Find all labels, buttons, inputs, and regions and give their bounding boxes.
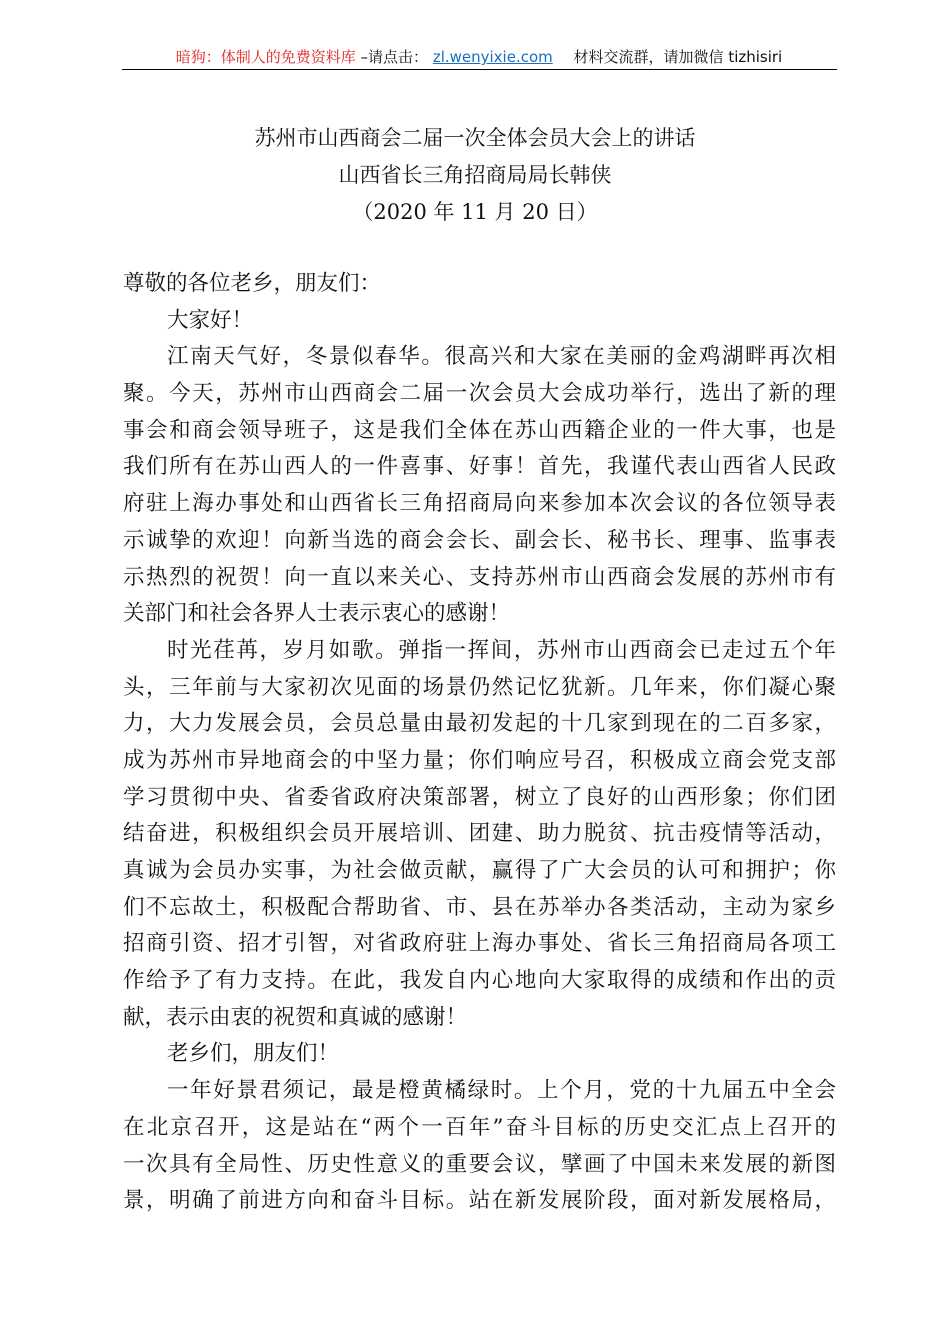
text-line: 献，表示由衷的祝贺和真诚的感谢！ [123,1004,468,1030]
text-line: 景，明确了前进方向和奋斗目标。站在新发展阶段，面对新发展格局， [123,1188,836,1214]
document-title: 苏州市山西商会二届一次全体会员大会上的讲话 [254,126,696,150]
text-line: 聚。今天，苏州市山西商会二届一次会员大会成功举行，选出了新的理 [123,381,836,407]
text-line: 一次具有全局性、历史性意义的重要会议，擘画了中国未来发展的新图 [123,1151,836,1177]
text-line: 们不忘故土，积极配合帮助省、市、县在苏举办各类活动，主动为家乡 [123,894,836,920]
text-line: 关部门和社会各界人士表示衷心的感谢！ [123,601,511,627]
text-line: 招商引资、招才引智，对省政府驻上海办事处、省长三角招商局各项工 [123,931,836,957]
text-line: 头，三年前与大家初次见面的场景仍然记忆犹新。几年来，你们凝心聚 [123,674,836,700]
header-link[interactable]: zl.wenyixie.com [432,48,553,66]
watermark-header [122,46,836,67]
text-line: 示热烈的祝贺！向一直以来关心、支持苏州市山西商会发展的苏州市有 [123,564,836,590]
text-line: 尊敬的各位老乡，朋友们： [123,271,382,296]
text-line: 江南天气好，冬景似春华。很高兴和大家在美丽的金鸡湖畔再次相 [167,344,836,370]
text-line: 时光荏苒，岁月如歌。弹指一挥间，苏州市山西商会已走过五个年 [167,637,836,663]
header-contact: 材料交流群，请加微信 tizhisiri [573,48,783,66]
text-line: 我们所有在苏山西人的一件喜事、好事！首先，我谨代表山西省人民政 [123,454,836,480]
text-line: 结奋进，积极组织会员开展培训、团建、助力脱贫、抗击疫情等活动， [123,821,836,847]
paragraph [123,303,836,340]
header-prompt: –请点击： [355,48,429,66]
text-line: 大家好！ [167,307,254,333]
document-body [123,266,836,1220]
paragraph [123,1036,836,1073]
text-line: 成为苏州市异地商会的中坚力量；你们响应号召，积极成立商会党支部 [123,747,836,773]
text-line: 示诚挚的欢迎！向新当选的商会会长、副会长、秘书长、理事、监事表 [123,527,836,553]
text-line: 作给予了有力支持。在此，我发自内心地向大家取得的成绩和作出的贡 [123,968,836,994]
header-divider [122,69,837,70]
text-line: 府驻上海办事处和山西省长三角招商局向来参加本次会议的各位领导表 [123,491,836,517]
text-line: 老乡们，朋友们！ [167,1041,340,1067]
text-line: 真诚为会员办实事，为社会做贡献，赢得了广大会员的认可和拥护；你 [123,858,836,883]
text-line: 事会和商会领导班子，这是我们全体在苏山西籍企业的一件大事，也是 [123,417,836,443]
header-brand: 暗狗：体制人的免费资料库 [175,48,356,66]
document-date: （2020 年 11 月 20 日） [352,200,598,224]
paragraph [123,1073,836,1220]
paragraph [123,266,836,303]
text-line: 在北京召开，这是站在“两个一百年”奋斗目标的历史交汇点上召开的 [123,1114,836,1140]
document-author: 山西省长三角招商局局长韩侠 [338,163,612,187]
paragraph [123,339,836,633]
text-line: 一年好景君须记，最是橙黄橘绿时。上个月，党的十九届五中全会 [167,1078,836,1104]
text-line: 学习贯彻中央、省委省政府决策部署，树立了良好的山西形象；你们团 [123,784,836,810]
paragraph [123,633,836,1037]
text-line: 力，大力发展会员，会员总量由最初发起的十几家到现在的二百多家， [123,711,836,737]
